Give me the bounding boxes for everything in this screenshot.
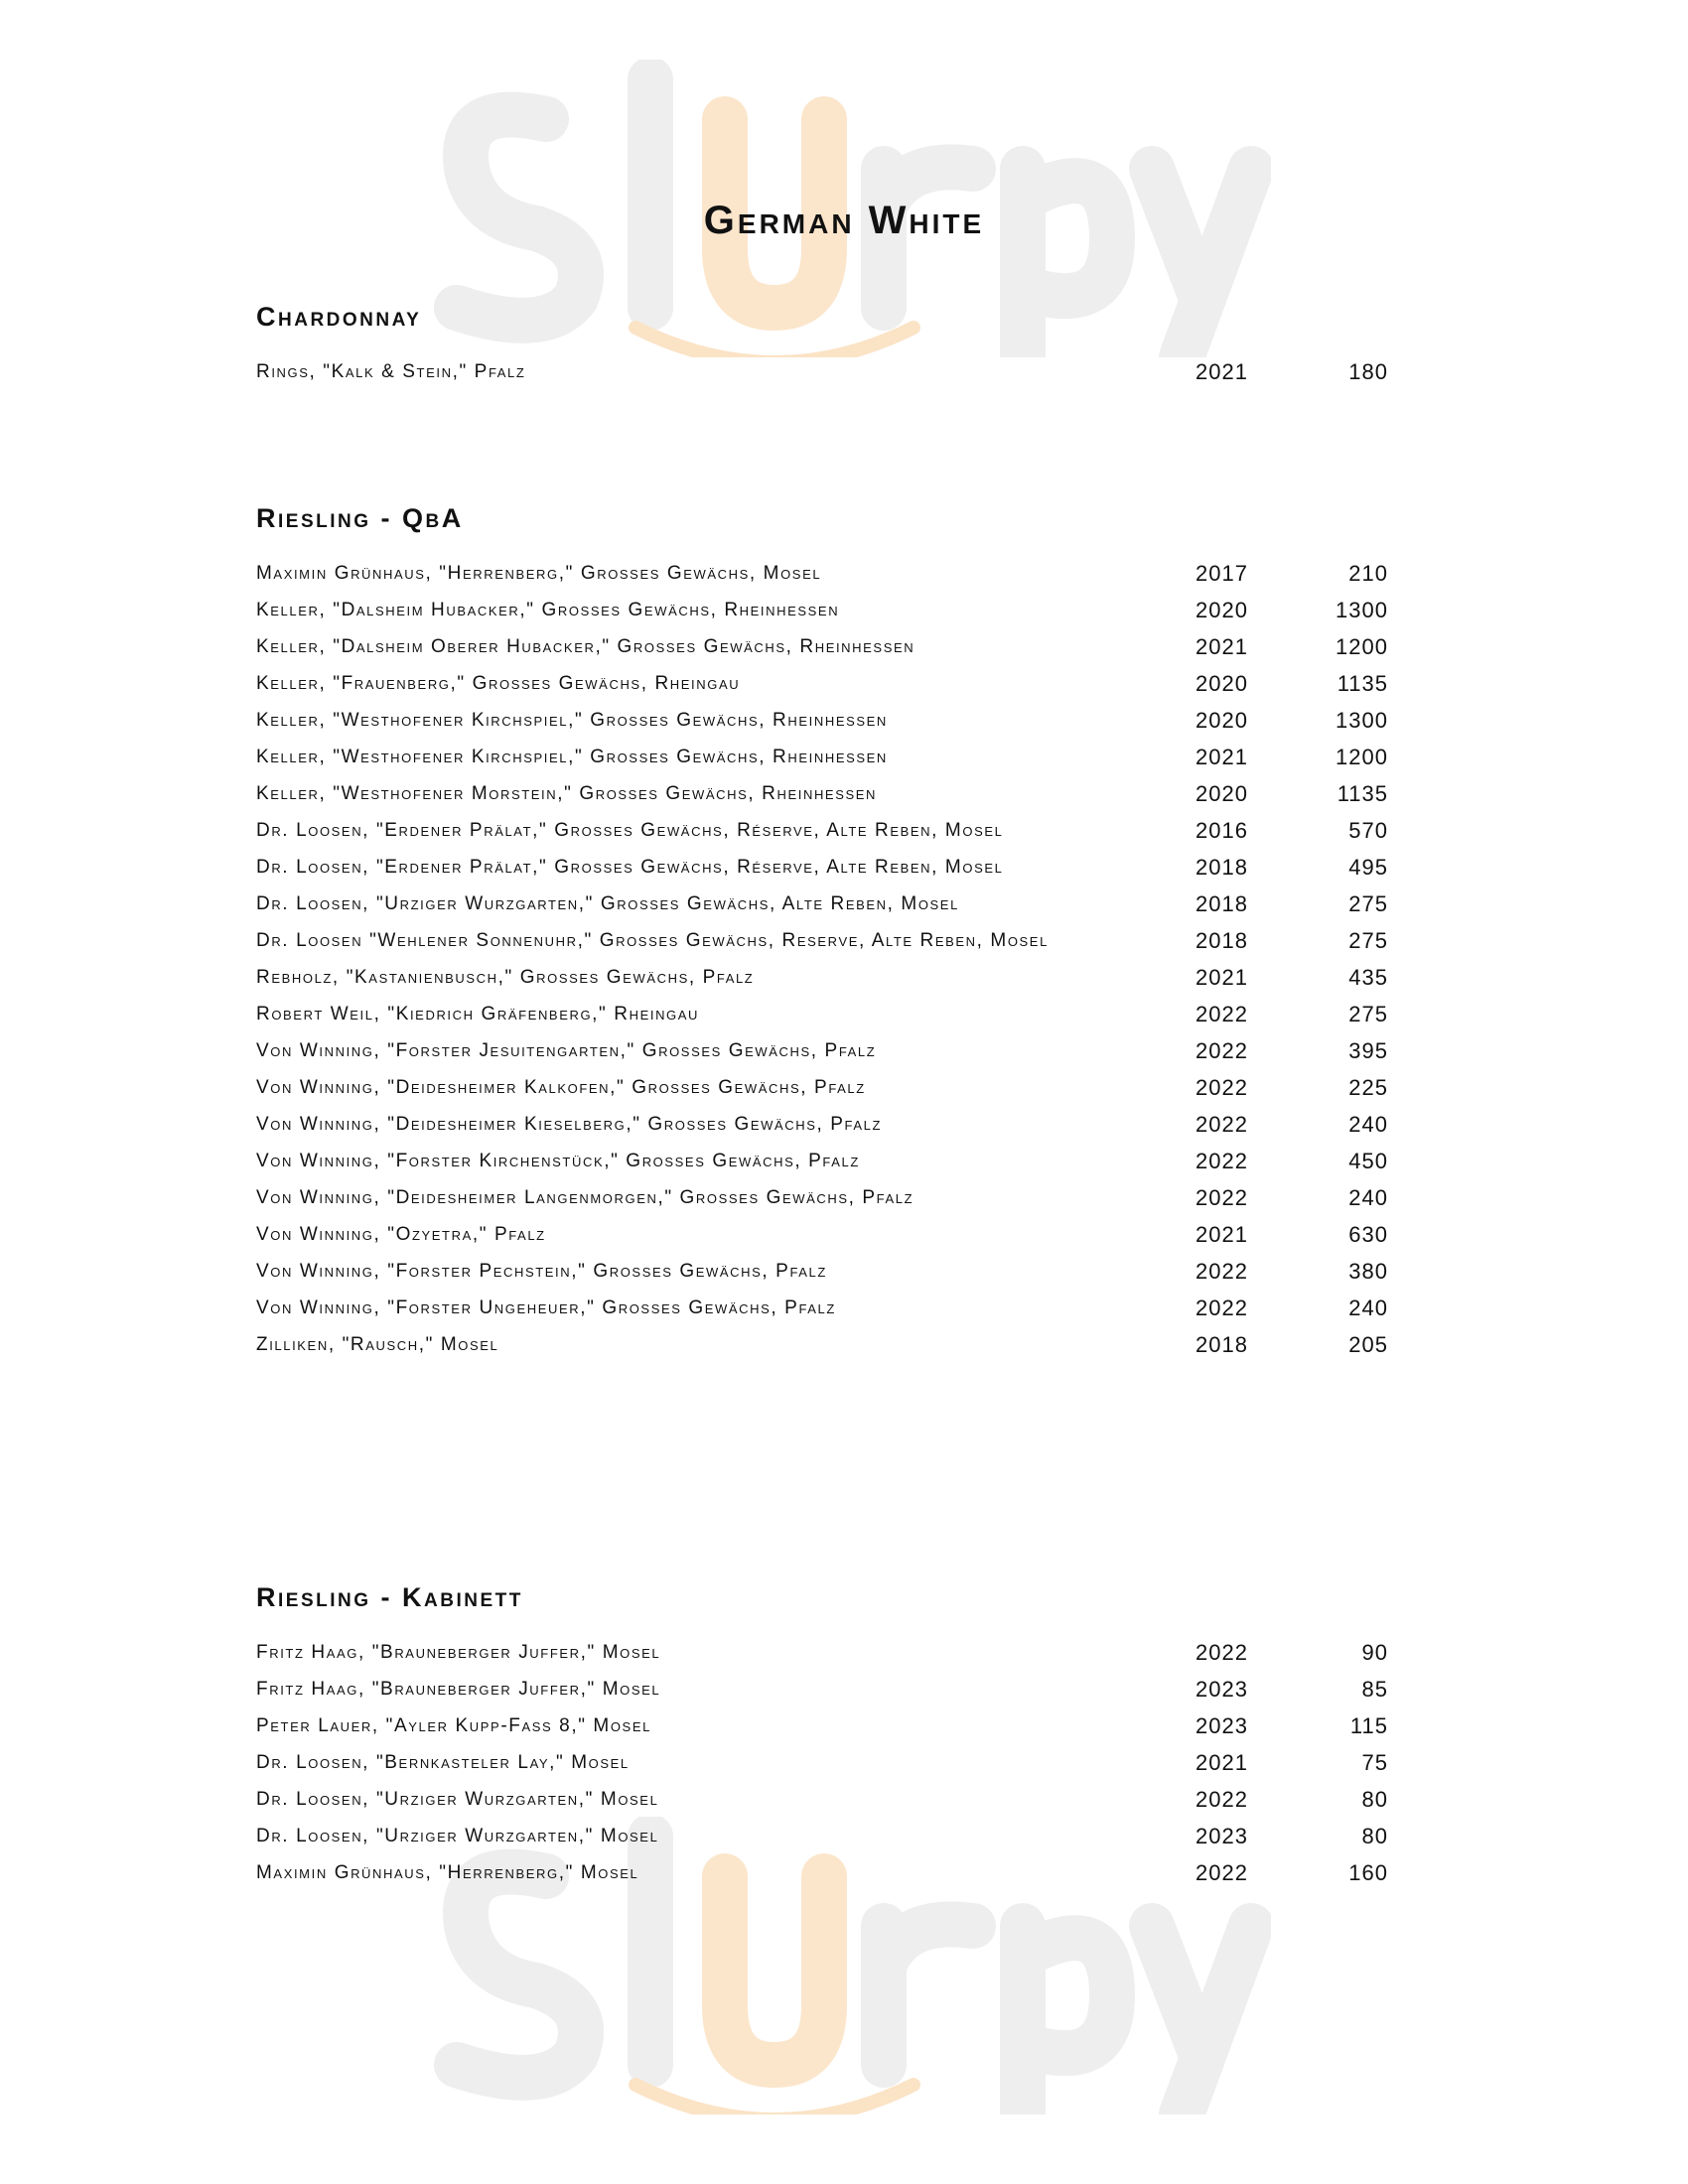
- wine-row: [256, 1111, 1388, 1139]
- wine-name: Dr. Loosen, "Urziger Wurzgarten," Grosses Gewächs, Alte Reben, Mosel: [256, 893, 959, 914]
- wine-price: 1300: [1336, 708, 1388, 733]
- wine-name: Keller, "Frauenberg," Grosses Gewächs, Rheingau: [256, 673, 741, 694]
- wine-price: 1135: [1336, 671, 1388, 696]
- wine-vintage: 2018: [1196, 891, 1248, 916]
- wine-price: 160: [1348, 1860, 1388, 1885]
- wine-vintage: 2021: [1196, 1750, 1248, 1775]
- wine-name: Maximin Grünhaus, "Herrenberg," Mosel: [256, 1862, 639, 1883]
- wine-name: Von Winning, "Deidesheimer Kalkofen," Grosses Gewächs, Pfalz: [256, 1077, 866, 1098]
- wine-row: [256, 1712, 1388, 1740]
- wine-name: Keller, "Dalsheim Hubacker," Grosses Gewächs, Rheinhessen: [256, 600, 840, 620]
- wine-price: 75: [1361, 1750, 1388, 1775]
- wine-vintage: 2023: [1196, 1824, 1248, 1848]
- wine-name: Fritz Haag, "Brauneberger Juffer," Mosel: [256, 1642, 661, 1663]
- wine-price: 240: [1348, 1296, 1388, 1320]
- wine-row: [256, 707, 1388, 735]
- wine-vintage: 2020: [1196, 671, 1248, 696]
- wine-name: Peter Lauer, "Ayler Kupp-Fass 8," Mosel: [256, 1715, 651, 1736]
- wine-name: Von Winning, "Forster Pechstein," Grosses Gewächs, Pfalz: [256, 1261, 827, 1282]
- wine-name: Von Winning, "Ozyetra," Pfalz: [256, 1224, 546, 1245]
- wine-price: 380: [1348, 1259, 1388, 1284]
- wine-name: Zilliken, "Rausch," Mosel: [256, 1334, 499, 1355]
- wine-row: [256, 854, 1388, 882]
- wine-name: Keller, "Dalsheim Oberer Hubacker," Grosses Gewächs, Rheinhessen: [256, 636, 915, 657]
- wine-vintage: 2023: [1196, 1713, 1248, 1738]
- wine-name: Rebholz, "Kastanienbusch," Grosses Gewächs, Pfalz: [256, 967, 755, 988]
- wine-price: 240: [1348, 1112, 1388, 1137]
- wine-row: [256, 597, 1388, 624]
- wine-vintage: 2022: [1196, 1002, 1248, 1026]
- wine-name: Rings, "Kalk & Stein," Pfalz: [256, 361, 526, 382]
- wine-price: 395: [1348, 1038, 1388, 1063]
- wine-row: [256, 1221, 1388, 1249]
- wine-name: Robert Weil, "Kiedrich Gräfenberg," Rheingau: [256, 1004, 700, 1024]
- wine-vintage: 2021: [1196, 965, 1248, 990]
- section-heading-chardonnay: Chardonnay: [256, 302, 422, 332]
- wine-row: [256, 1859, 1388, 1887]
- wine-name: Dr. Loosen, "Urziger Wurzgarten," Mosel: [256, 1789, 659, 1810]
- wine-row: [256, 1074, 1388, 1102]
- wine-price: 80: [1361, 1824, 1388, 1848]
- wine-row: [256, 358, 1388, 386]
- wine-name: Fritz Haag, "Brauneberger Juffer," Mosel: [256, 1679, 661, 1700]
- wine-price: 435: [1348, 965, 1388, 990]
- wine-row: [256, 890, 1388, 918]
- wine-vintage: 2017: [1196, 561, 1248, 586]
- wine-list-riesling-kabinett: [256, 1639, 1388, 1896]
- wine-price: 90: [1361, 1640, 1388, 1665]
- wine-row: [256, 670, 1388, 698]
- wine-row: [256, 1037, 1388, 1065]
- section-heading-riesling-kabinett: Riesling - Kabinett: [256, 1582, 523, 1612]
- wine-price: 1200: [1336, 745, 1388, 769]
- wine-row: [256, 560, 1388, 588]
- wine-price: 115: [1349, 1713, 1388, 1738]
- wine-vintage: 2020: [1196, 781, 1248, 806]
- wine-name: Dr. Loosen, "Urziger Wurzgarten," Mosel: [256, 1826, 659, 1846]
- wine-price: 205: [1348, 1332, 1388, 1357]
- wine-name: Dr. Loosen "Wehlener Sonnenuhr," Grosses Gewächs, Reserve, Alte Reben, Mosel: [256, 930, 1049, 951]
- wine-row: [256, 633, 1388, 661]
- wine-vintage: 2016: [1196, 818, 1248, 843]
- wine-vintage: 2018: [1196, 928, 1248, 953]
- wine-vintage: 2021: [1196, 1222, 1248, 1247]
- wine-price: 225: [1348, 1075, 1388, 1100]
- wine-vintage: 2020: [1196, 708, 1248, 733]
- wine-vintage: 2021: [1196, 359, 1248, 384]
- wine-price: 85: [1361, 1677, 1388, 1702]
- wine-row: [256, 1749, 1388, 1777]
- wine-price: 495: [1348, 855, 1388, 880]
- wine-vintage: 2022: [1196, 1259, 1248, 1284]
- wine-price: 275: [1348, 1002, 1388, 1026]
- wine-row: [256, 1331, 1388, 1359]
- wine-name: Von Winning, "Forster Jesuitengarten," Grosses Gewächs, Pfalz: [256, 1040, 877, 1061]
- wine-price: 180: [1348, 359, 1388, 384]
- wine-name: Keller, "Westhofener Morstein," Grosses Gewächs, Rheinhessen: [256, 783, 878, 804]
- wine-price: 450: [1348, 1149, 1388, 1173]
- wine-row: [256, 1786, 1388, 1814]
- wine-price: 1135: [1336, 781, 1388, 806]
- wine-row: [256, 1295, 1388, 1322]
- wine-vintage: 2022: [1196, 1149, 1248, 1173]
- wine-vintage: 2022: [1196, 1860, 1248, 1885]
- wine-name: Dr. Loosen, "Bernkasteler Lay," Mosel: [256, 1752, 630, 1773]
- wine-row: [256, 927, 1388, 955]
- wine-vintage: 2018: [1196, 855, 1248, 880]
- wine-price: 240: [1348, 1185, 1388, 1210]
- wine-vintage: 2022: [1196, 1075, 1248, 1100]
- wine-row: [256, 964, 1388, 992]
- wine-name: Keller, "Westhofener Kirchspiel," Grosses Gewächs, Rheinhessen: [256, 710, 888, 731]
- wine-name: Von Winning, "Forster Kirchenstück," Grosses Gewächs, Pfalz: [256, 1151, 860, 1171]
- wine-price: 1200: [1336, 634, 1388, 659]
- wine-list-riesling-qba: [256, 560, 1388, 1368]
- wine-name: Keller, "Westhofener Kirchspiel," Grosses Gewächs, Rheinhessen: [256, 747, 888, 767]
- page-title: German White: [703, 199, 985, 242]
- wine-vintage: 2023: [1196, 1677, 1248, 1702]
- wine-vintage: 2020: [1196, 598, 1248, 622]
- wine-row: [256, 1148, 1388, 1175]
- wine-name: Von Winning, "Deidesheimer Langenmorgen," Grosses Gewächs, Pfalz: [256, 1187, 914, 1208]
- wine-vintage: 2022: [1196, 1185, 1248, 1210]
- wine-vintage: 2022: [1196, 1640, 1248, 1665]
- wine-vintage: 2022: [1196, 1296, 1248, 1320]
- wine-name: Von Winning, "Deidesheimer Kieselberg," Grosses Gewächs, Pfalz: [256, 1114, 883, 1135]
- wine-vintage: 2021: [1196, 745, 1248, 769]
- wine-row: [256, 1676, 1388, 1704]
- wine-price: 80: [1361, 1787, 1388, 1812]
- wine-row: [256, 1639, 1388, 1667]
- wine-vintage: 2022: [1196, 1787, 1248, 1812]
- wine-vintage: 2022: [1196, 1112, 1248, 1137]
- wine-price: 275: [1348, 928, 1388, 953]
- wine-name: Maximin Grünhaus, "Herrenberg," Grosses Gewächs, Mosel: [256, 563, 822, 584]
- wine-vintage: 2022: [1196, 1038, 1248, 1063]
- wine-row: [256, 780, 1388, 808]
- wine-row: [256, 817, 1388, 845]
- wine-name: Dr. Loosen, "Erdener Prälat," Grosses Gewächs, Réserve, Alte Reben, Mosel: [256, 820, 1004, 841]
- wine-price: 210: [1348, 561, 1388, 586]
- wine-price: 570: [1348, 818, 1388, 843]
- wine-vintage: 2018: [1196, 1332, 1248, 1357]
- wine-row: [256, 1184, 1388, 1212]
- wine-row: [256, 1823, 1388, 1850]
- wine-price: 1300: [1336, 598, 1388, 622]
- wine-name: Dr. Loosen, "Erdener Prälat," Grosses Gewächs, Réserve, Alte Reben, Mosel: [256, 857, 1004, 878]
- wine-row: [256, 744, 1388, 771]
- wine-price: 630: [1348, 1222, 1388, 1247]
- wine-vintage: 2021: [1196, 634, 1248, 659]
- wine-row: [256, 1258, 1388, 1286]
- section-heading-riesling-qba: Riesling - QbA: [256, 503, 464, 533]
- wine-name: Von Winning, "Forster Ungeheuer," Grosses Gewächs, Pfalz: [256, 1297, 836, 1318]
- wine-list-chardonnay: [256, 358, 1388, 395]
- wine-row: [256, 1001, 1388, 1028]
- wine-price: 275: [1348, 891, 1388, 916]
